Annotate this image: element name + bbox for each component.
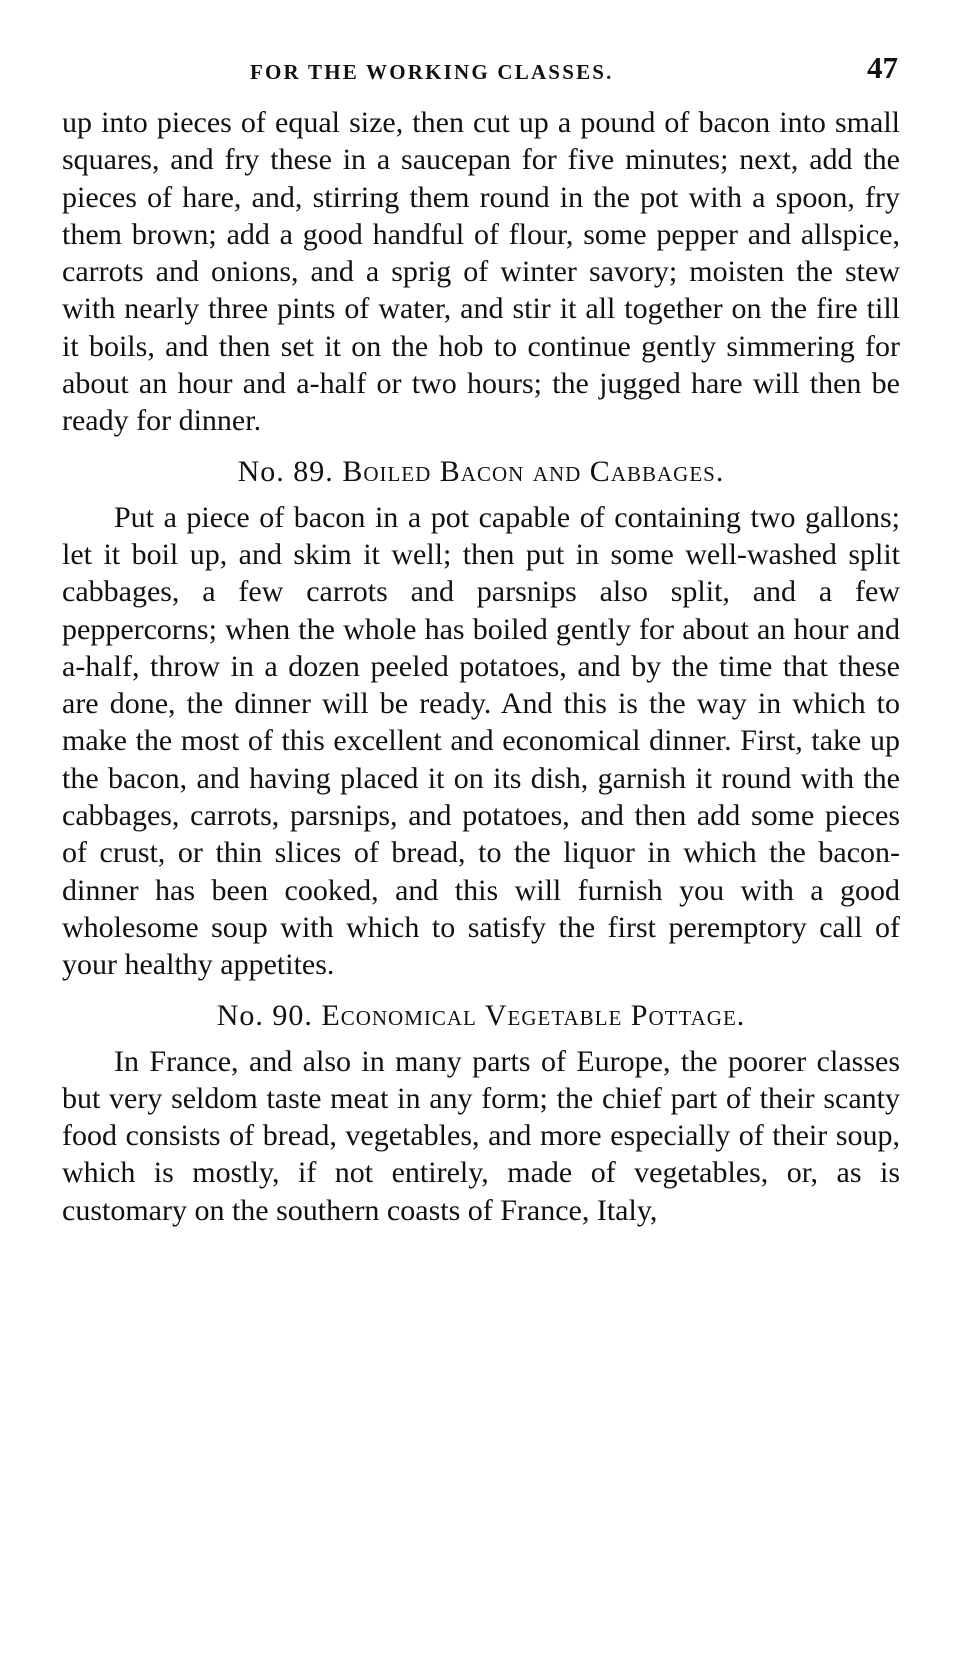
section-heading-89 — [62, 453, 900, 490]
continuation-paragraph: up into pieces of equal size, then cut up a pound of bacon into small squares, and fry these in a saucepan for five minutes; next, add the pieces of hare, and, stirring them round in the pot with a spoon, fry them brown; add a good handful of flour, some pepper and allspice, carrots and onions, and a sprig of winter savory; moisten the stew with nearly three pints of water, and stir it all together on the fire till it boils, and then set it on the hob to continue gently simmering for about an hour and a-half or two hours; the jugged hare will then be ready for dinner. — [62, 106, 900, 438]
section-title: Economical Vegetable Pottage. — [321, 998, 746, 1032]
section-number: No. 89. — [237, 454, 334, 488]
section-title: Boiled Bacon and Cabbages. — [342, 454, 725, 488]
running-head — [62, 48, 900, 104]
section-number: No. 90. — [216, 998, 313, 1032]
section-paragraph-89: Put a piece of bacon in a pot capable of containing two gallons; let it boil up, and skim it well; then put in some well-washed split cabbages, a few carrots and parsnips also split, and a few peppercorns; when the whole has boiled gently for about an hour and a-half, throw in a dozen peeled potatoes, and by the time that these are done, the dinner will be ready. And this is the way in which to make the most of this excellent and economical dinner. First, take up the bacon, and having placed it on its dish, garnish it round with the cabbages, carrots, parsnips, and potatoes, and then add some pieces of crust, or thin slices of bread, to the liquor in which the bacon-dinner has been cooked, and this will furnish you with a good wholesome soup with which to satisfy the first peremptory call of your healthy appetites. — [62, 500, 900, 982]
running-title: FOR THE WORKING CLASSES. — [250, 60, 614, 84]
section-heading-90 — [62, 997, 900, 1034]
section-paragraph-90: In France, and also in many parts of Europe, the poorer classes but very seldom taste meat in any form; the chief part of their scanty food consists of bread, vegetables, and more especially of their soup, which is mostly, if not entirely, made of vegetables, or, as is customary on the southern coasts of France, Italy, — [62, 1044, 900, 1227]
book-page — [62, 48, 900, 1229]
page-number: 47 — [867, 50, 898, 85]
